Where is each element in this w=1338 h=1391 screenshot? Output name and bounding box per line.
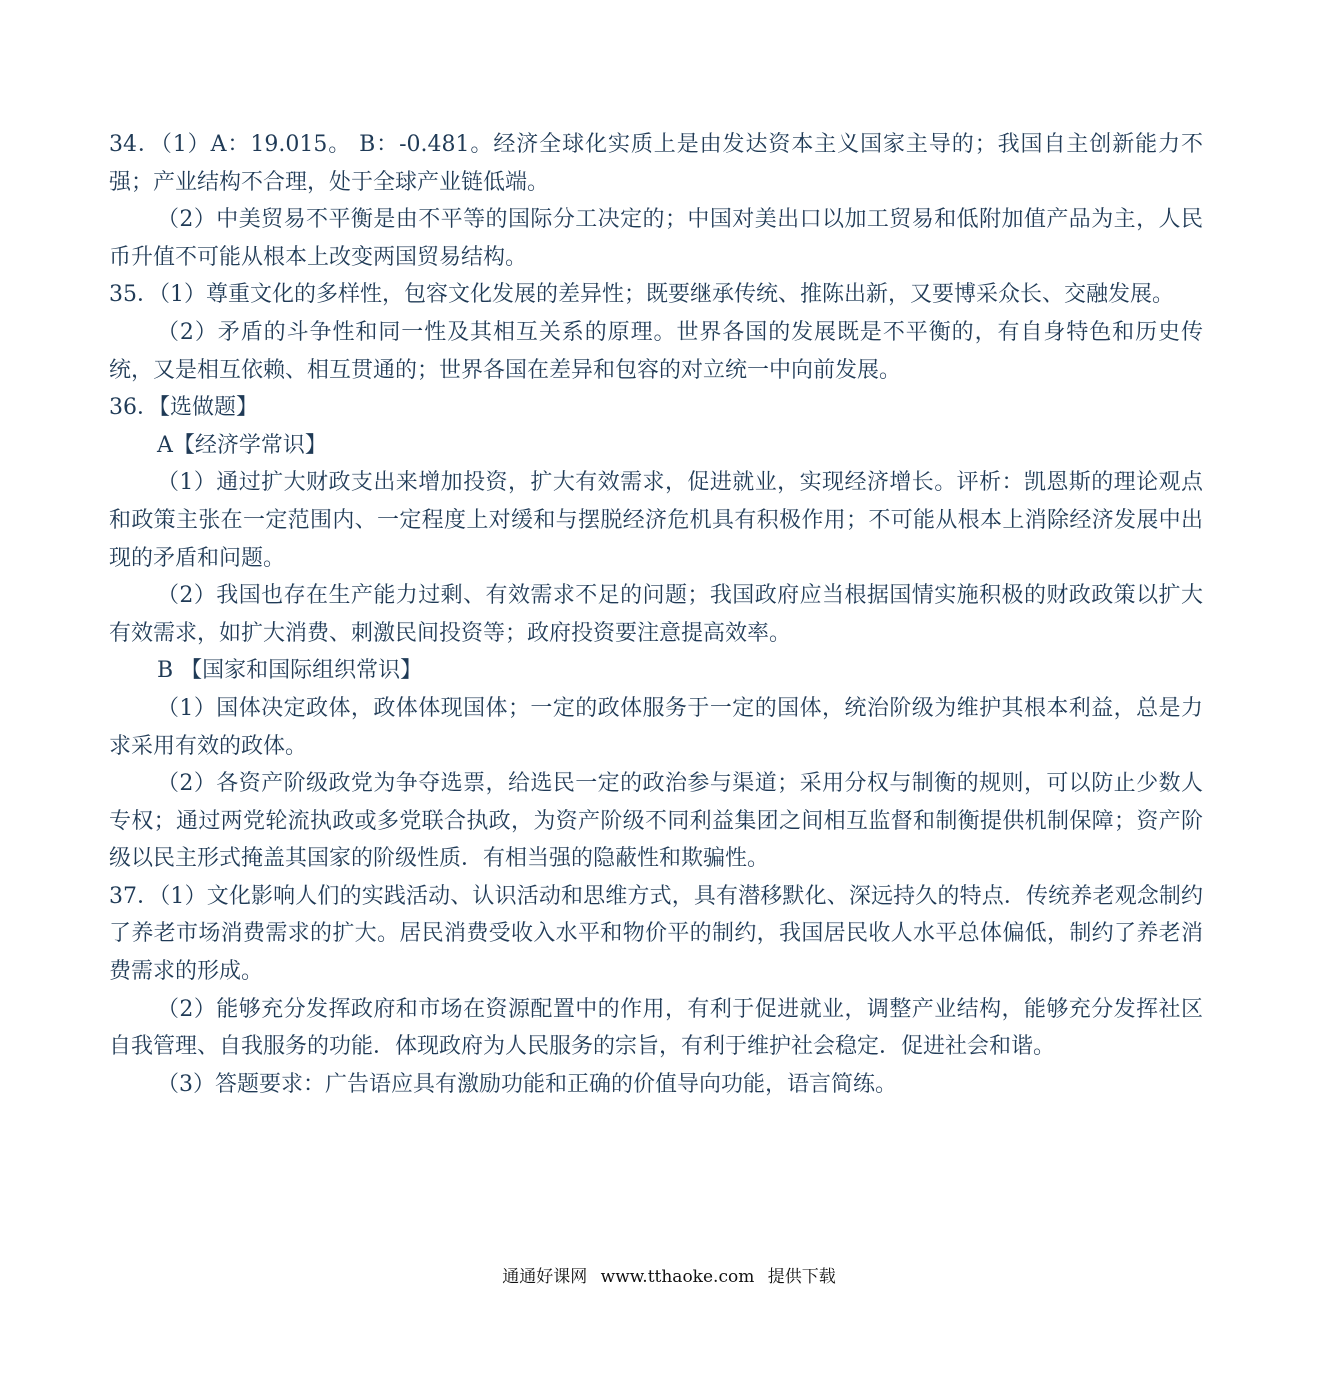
paragraph-37-1: 37．（1）文化影响人们的实践活动、认识活动和思维方式，具有潜移默化、深远持久的特点．传统养老观念制约了养老市场消费需求的扩大。居民消费受收入水平和物价平的制约，我国居民收人水平总体偏低，制约了养老消费需求的形成。 [109, 883, 1203, 985]
paragraph-34-1: 34．（1）A：19.015。 B：-0.481。经济全球化实质上是由发达资本主义国家主导的；我国自主创新能力不强；产业结构不合理，处于全球产业链低端。 [109, 132, 1203, 195]
footer-suffix: 提供下载 [767, 1267, 836, 1287]
paragraph-36-heading: 36．【选做题】 [109, 395, 258, 421]
paragraph-37-2: （2）能够充分发挥政府和市场在资源配置中的作用，有利于促进就业，调整产业结构，能够充分发挥社区自我管理、自我服务的功能．体现政府为人民服务的宗旨，有利于维护社会稳定．促进社会和谐。 [109, 996, 1203, 1060]
footer-url: www.tthaoke.com [600, 1267, 755, 1287]
footer-site-name: 通通好课网 [502, 1267, 588, 1287]
paragraph-35-2: （2）矛盾的斗争性和同一性及其相互关系的原理。世界各国的发展既是不平衡的，有自身特色和历史传统，又是相互依赖、相互贯通的；世界各国在差异和包容的对立统一中向前发展。 [109, 319, 1203, 383]
paragraph-36-b-heading: B 【国家和国际组织常识】 [157, 658, 423, 684]
page-footer [0, 1262, 1338, 1287]
paragraph-37-3: （3）答题要求：广告语应具有激励功能和正确的价值导向功能，语言简练。 [157, 1071, 897, 1097]
paragraph-36-a-heading: A【经济学常识】 [157, 432, 327, 458]
paragraph-36-a-1: （1）通过扩大财政支出来增加投资，扩大有效需求，促进就业，实现经济增长。评析：凯恩斯的理论观点和政策主张在一定范围内、一定程度上对缓和与摆脱经济危机具有积极作用；不可能从根本上消除经济发展中出现的矛盾和问题。 [109, 470, 1203, 571]
paragraph-36-a-2: （2）我国也存在生产能力过剩、有效需求不足的问题；我国政府应当根据国情实施积极的财政政策以扩大有效需求，如扩大消费、刺激民间投资等；政府投资要注意提高效率。 [109, 583, 1203, 646]
paragraph-34-2: （2）中美贸易不平衡是由不平等的国际分工决定的；中国对美出口以加工贸易和低附加值产品为主，人民币升值不可能从根本上改变两国贸易结构。 [109, 207, 1203, 270]
paragraph-36-b-2: （2）各资产阶级政党为争夺选票，给选民一定的政治参与渠道；采用分权与制衡的规则，可以防止少数人专权；通过两党轮流执政或多党联合执政，为资产阶级不同利益集团之间相互监督和制衡提供机制保障；资产阶级以民主形式掩盖其国家的阶级性质．有相当强的隐蔽性和欺骗性。 [109, 771, 1203, 872]
paragraph-36-b-1: （1）国体决定政体，政体体现国体；一定的政体服务于一定的国体，统治阶级为维护其根本利益，总是力求采用有效的政体。 [109, 695, 1203, 759]
paragraph-35-1: 35．（1）尊重文化的多样性，包容文化发展的差异性；既要继承传统、推陈出新，又要博采众长、交融发展。 [109, 282, 1174, 308]
answer-content [109, 126, 1203, 1103]
